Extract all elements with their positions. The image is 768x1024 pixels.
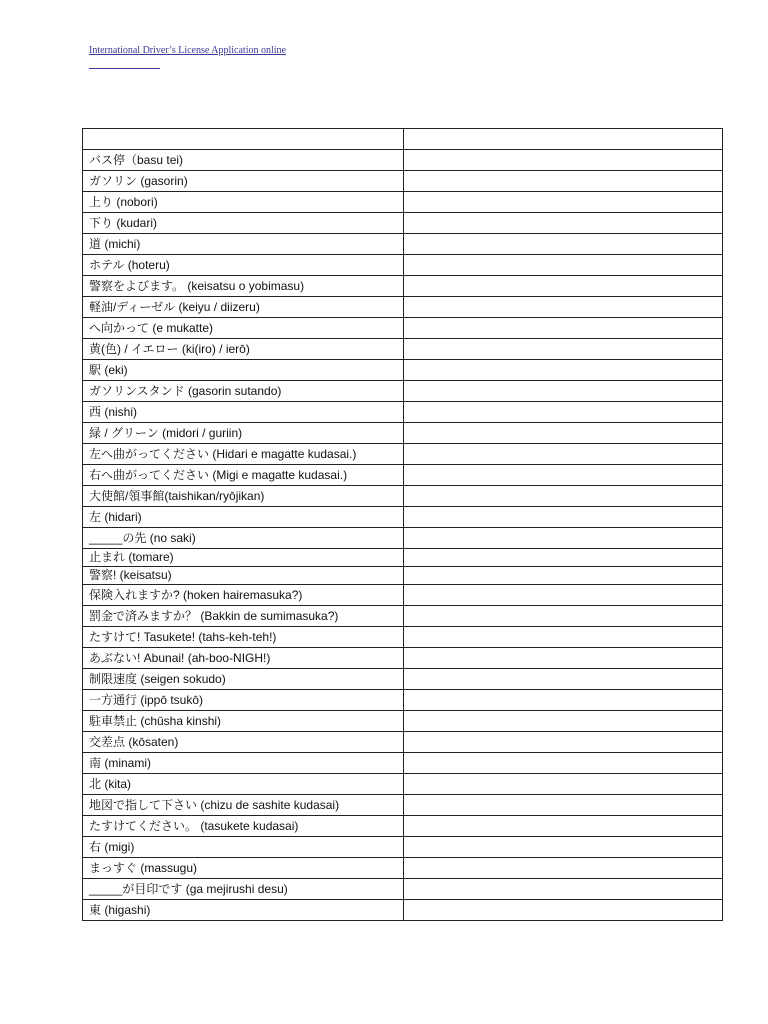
table-row bbox=[83, 192, 723, 213]
answer-cell[interactable] bbox=[404, 732, 723, 753]
table-row bbox=[83, 753, 723, 774]
table-row bbox=[83, 837, 723, 858]
table-row bbox=[83, 648, 723, 669]
answer-cell[interactable] bbox=[404, 276, 723, 297]
answer-cell[interactable] bbox=[404, 339, 723, 360]
table-row bbox=[83, 255, 723, 276]
table-row bbox=[83, 360, 723, 381]
term-cell: 南 (minami) bbox=[83, 753, 404, 774]
term-cell: 保険入れますか? (hoken hairemasuka?) bbox=[83, 585, 404, 606]
answer-cell[interactable] bbox=[404, 423, 723, 444]
term-cell: _____が目印です (ga mejirushi desu) bbox=[83, 879, 404, 900]
answer-cell[interactable] bbox=[404, 192, 723, 213]
license-application-link[interactable]: International Driver’s License Application online bbox=[89, 45, 286, 56]
table-row bbox=[83, 549, 723, 567]
answer-cell[interactable] bbox=[404, 858, 723, 879]
answer-cell[interactable] bbox=[404, 669, 723, 690]
table-row bbox=[83, 318, 723, 339]
answer-cell[interactable] bbox=[404, 648, 723, 669]
table-row bbox=[83, 234, 723, 255]
term-cell: 緑 / グリーン (midori / guriin) bbox=[83, 423, 404, 444]
answer-cell[interactable] bbox=[404, 360, 723, 381]
term-cell: 止まれ (tomare) bbox=[83, 549, 404, 567]
term-cell: _____の先 (no saki) bbox=[83, 528, 404, 549]
answer-cell[interactable] bbox=[404, 150, 723, 171]
term-cell: 軽油/ディーゼル (keiyu / diizeru) bbox=[83, 297, 404, 318]
table-row bbox=[83, 528, 723, 549]
table-row bbox=[83, 690, 723, 711]
term-cell: 駅 (eki) bbox=[83, 360, 404, 381]
table-row bbox=[83, 669, 723, 690]
header-cell-term bbox=[83, 129, 404, 150]
answer-cell[interactable] bbox=[404, 486, 723, 507]
term-cell: たすけて! Tasukete! (tahs-keh-teh!) bbox=[83, 627, 404, 648]
table-row bbox=[83, 879, 723, 900]
answer-cell[interactable] bbox=[404, 879, 723, 900]
answer-cell[interactable] bbox=[404, 402, 723, 423]
answer-cell[interactable] bbox=[404, 528, 723, 549]
term-cell: 交差点 (kōsaten) bbox=[83, 732, 404, 753]
answer-cell[interactable] bbox=[404, 234, 723, 255]
answer-cell[interactable] bbox=[404, 444, 723, 465]
table-row bbox=[83, 486, 723, 507]
table-row bbox=[83, 381, 723, 402]
table-row bbox=[83, 858, 723, 879]
term-cell: 罰金で済みますか？ (Bakkin de sumimasuka?) bbox=[83, 606, 404, 627]
table-row bbox=[83, 297, 723, 318]
term-cell: あぶない! Abunai! (ah-boo-NIGH!) bbox=[83, 648, 404, 669]
vocabulary-table bbox=[82, 128, 723, 921]
answer-cell[interactable] bbox=[404, 507, 723, 528]
header-cell-answer bbox=[404, 129, 723, 150]
term-cell: 上り (nobori) bbox=[83, 192, 404, 213]
term-cell: 黄(色) / イエロー (ki(iro) / ierō) bbox=[83, 339, 404, 360]
table-row bbox=[83, 465, 723, 486]
answer-cell[interactable] bbox=[404, 213, 723, 234]
answer-cell[interactable] bbox=[404, 465, 723, 486]
term-cell: 地図で指して下さい (chizu de sashite kudasai) bbox=[83, 795, 404, 816]
term-cell: 下り (kudari) bbox=[83, 213, 404, 234]
answer-cell[interactable] bbox=[404, 549, 723, 567]
term-cell: 東 (higashi) bbox=[83, 900, 404, 921]
answer-cell[interactable] bbox=[404, 585, 723, 606]
term-cell: 右へ曲がってください (Migi e magatte kudasai.) bbox=[83, 465, 404, 486]
table-row bbox=[83, 213, 723, 234]
table-row bbox=[83, 774, 723, 795]
answer-cell[interactable] bbox=[404, 255, 723, 276]
answer-cell[interactable] bbox=[404, 711, 723, 732]
answer-cell[interactable] bbox=[404, 900, 723, 921]
answer-cell[interactable] bbox=[404, 837, 723, 858]
table-row bbox=[83, 816, 723, 837]
answer-cell[interactable] bbox=[404, 567, 723, 585]
table-row bbox=[83, 423, 723, 444]
table-header-row bbox=[83, 129, 723, 150]
term-cell: 警察! (keisatsu) bbox=[83, 567, 404, 585]
table-row bbox=[83, 585, 723, 606]
table-row bbox=[83, 171, 723, 192]
term-cell: 警察をよびます。 (keisatsu o yobimasu) bbox=[83, 276, 404, 297]
term-cell: ガソリン (gasorin) bbox=[83, 171, 404, 192]
answer-cell[interactable] bbox=[404, 690, 723, 711]
term-cell: 道 (michi) bbox=[83, 234, 404, 255]
term-cell: 西 (nishi) bbox=[83, 402, 404, 423]
answer-cell[interactable] bbox=[404, 753, 723, 774]
table-row bbox=[83, 711, 723, 732]
term-cell: へ向かって (e mukatte) bbox=[83, 318, 404, 339]
term-cell: たすけてください。 (tasukete kudasai) bbox=[83, 816, 404, 837]
answer-cell[interactable] bbox=[404, 297, 723, 318]
term-cell: バス停（basu tei) bbox=[83, 150, 404, 171]
term-cell: 北 (kita) bbox=[83, 774, 404, 795]
table-row bbox=[83, 606, 723, 627]
term-cell: 制限速度 (seigen sokudo) bbox=[83, 669, 404, 690]
term-cell: まっすぐ (massugu) bbox=[83, 858, 404, 879]
term-cell: 大使館/領事館(taishikan/ryōjikan) bbox=[83, 486, 404, 507]
term-cell: 駐車禁止 (chūsha kinshi) bbox=[83, 711, 404, 732]
answer-cell[interactable] bbox=[404, 381, 723, 402]
answer-cell[interactable] bbox=[404, 774, 723, 795]
table-row bbox=[83, 900, 723, 921]
table-row bbox=[83, 627, 723, 648]
term-cell: 右 (migi) bbox=[83, 837, 404, 858]
answer-cell[interactable] bbox=[404, 627, 723, 648]
term-cell: 一方通行 (ippō tsukō) bbox=[83, 690, 404, 711]
table-row bbox=[83, 507, 723, 528]
term-cell: ガソリンスタンド (gasorin sutando) bbox=[83, 381, 404, 402]
answer-cell[interactable] bbox=[404, 795, 723, 816]
table-row bbox=[83, 339, 723, 360]
answer-cell[interactable] bbox=[404, 171, 723, 192]
table-row bbox=[83, 444, 723, 465]
term-cell: 左へ曲がってください (Hidari e magatte kudasai.) bbox=[83, 444, 404, 465]
answer-cell[interactable] bbox=[404, 816, 723, 837]
answer-cell[interactable] bbox=[404, 606, 723, 627]
answer-cell[interactable] bbox=[404, 318, 723, 339]
term-cell: ホテル (hoteru) bbox=[83, 255, 404, 276]
header-divider bbox=[89, 68, 160, 69]
table-row bbox=[83, 732, 723, 753]
table-row bbox=[83, 402, 723, 423]
term-cell: 左 (hidari) bbox=[83, 507, 404, 528]
table-row bbox=[83, 276, 723, 297]
table-row bbox=[83, 795, 723, 816]
table-row bbox=[83, 567, 723, 585]
table-row bbox=[83, 150, 723, 171]
